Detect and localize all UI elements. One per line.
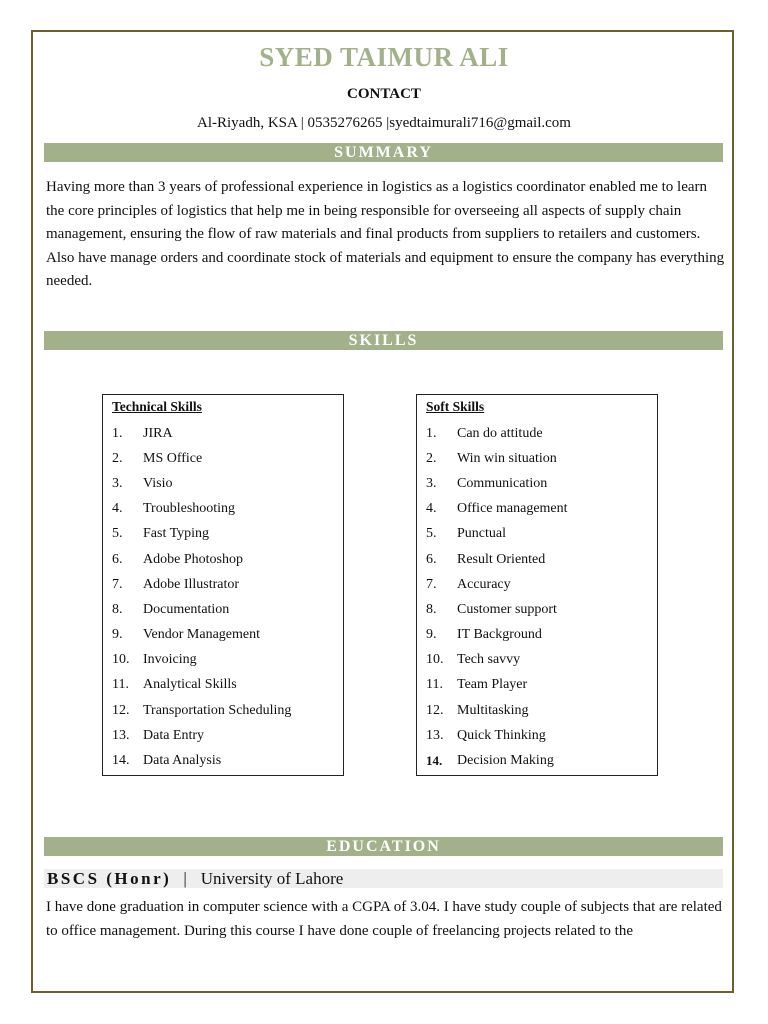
item-label: Decision Making [457,753,554,769]
item-number: 13. [426,727,444,743]
list-item [426,522,657,547]
item-label: IT Background [457,627,542,643]
soft-skills-box [416,394,658,776]
item-number: 2. [112,450,123,466]
item-number: 6. [112,551,123,567]
item-label: Tech savvy [457,652,521,668]
item-number: 1. [426,425,437,441]
item-label: Adobe Illustrator [143,576,240,592]
item-number: 5. [426,526,437,542]
list-item [112,597,343,622]
degree-separator: | [183,869,187,888]
item-label: Vendor Management [143,627,261,643]
item-label: Analytical Skills [143,677,237,693]
item-number: 9. [426,627,437,643]
list-item [426,572,657,597]
item-number: 12. [112,702,130,718]
item-number: 11. [112,677,129,693]
education-heading: EDUCATION [44,837,723,856]
item-label: MS Office [143,450,203,466]
item-number: 14. [112,753,130,769]
list-item [426,597,657,622]
technical-skills-list [112,421,343,774]
item-label: Punctual [457,526,506,542]
list-item [426,421,657,446]
item-label: Team Player [457,677,528,693]
list-item [426,497,657,522]
item-number: 11. [426,677,443,693]
list-item [112,698,343,723]
item-label: Result Oriented [457,551,546,567]
list-item [112,673,343,698]
item-number: 6. [426,551,437,567]
item-number: 4. [112,501,123,517]
item-label: Adobe Photoshop [143,551,243,567]
item-number: 4. [426,501,437,517]
item-label: Visio [143,475,173,491]
item-number: 5. [112,526,123,542]
item-label: Multitasking [457,702,529,718]
skills-heading: SKILLS [44,331,723,350]
item-label: Documentation [143,601,230,617]
item-label: Office management [457,501,568,517]
soft-skills-title: Soft Skills [426,399,485,414]
list-item [112,497,343,522]
candidate-name: SYED TAIMUR ALI [259,42,509,72]
list-item [426,748,657,773]
list-item [426,446,657,471]
degree-row [44,869,723,888]
education-description: I have done graduation in computer science with a CGPA of 3.04. I have study couple of subjects that are related to office management. During this course I have done couple of freelancing projects related to the [46,899,722,939]
list-item [426,648,657,673]
item-number: 8. [426,601,437,617]
item-label: JIRA [143,425,173,441]
item-number: 10. [112,652,130,668]
summary-heading: SUMMARY [44,143,723,162]
institution-name: University of Lahore [200,869,344,888]
technical-skills-title: Technical Skills [112,399,202,414]
item-label: Win win situation [457,450,557,466]
contact-heading: CONTACT [347,86,421,102]
list-item [112,547,343,572]
list-item [112,648,343,673]
item-label: Data Analysis [143,753,222,769]
item-number: 8. [112,601,123,617]
summary-text: Having more than 3 years of professional experience in logistics as a logistics coordinator enabled me to learn the core principles of logistics that help me in being responsible for overseeing all aspects of supply chain management, ensuring the flow of raw materials and final products from suppliers to retailers and customers. Also have manage orders and coordinate stock of materials and equipment to ensure the company has everything needed. [46,179,725,290]
degree-title: BSCS (Honr) [47,869,172,888]
item-number: 7. [426,576,437,592]
soft-skills-list [426,421,657,774]
item-number: 7. [112,576,123,592]
item-number: 9. [112,627,123,643]
list-item [426,673,657,698]
list-item [426,723,657,748]
item-label: Troubleshooting [143,501,236,517]
list-item [112,623,343,648]
item-label: Communication [457,475,548,491]
item-label: Transportation Scheduling [143,702,292,718]
item-number: 3. [112,475,123,491]
item-label: Customer support [457,601,557,617]
list-item [426,623,657,648]
list-item [112,471,343,496]
list-item [112,748,343,773]
list-item [112,421,343,446]
list-item [426,471,657,496]
item-number: 2. [426,450,437,466]
list-item [426,547,657,572]
item-number: 1. [112,425,123,441]
item-number: 10. [426,652,444,668]
item-number: 14. [426,753,443,769]
item-number: 3. [426,475,437,491]
contact-details: Al-Riyadh, KSA | 0535276265 |syedtaimurali716@gmail.com [197,115,571,131]
technical-skills-box [102,394,344,776]
item-label: Invoicing [143,652,197,668]
item-number: 12. [426,702,444,718]
item-label: Can do attitude [457,425,543,441]
list-item [112,522,343,547]
list-item [426,698,657,723]
item-number: 13. [112,727,130,743]
item-label: Data Entry [143,727,205,743]
item-label: Accuracy [457,576,511,592]
item-label: Fast Typing [143,526,210,542]
list-item [112,446,343,471]
list-item [112,572,343,597]
list-item [112,723,343,748]
item-label: Quick Thinking [457,727,546,743]
